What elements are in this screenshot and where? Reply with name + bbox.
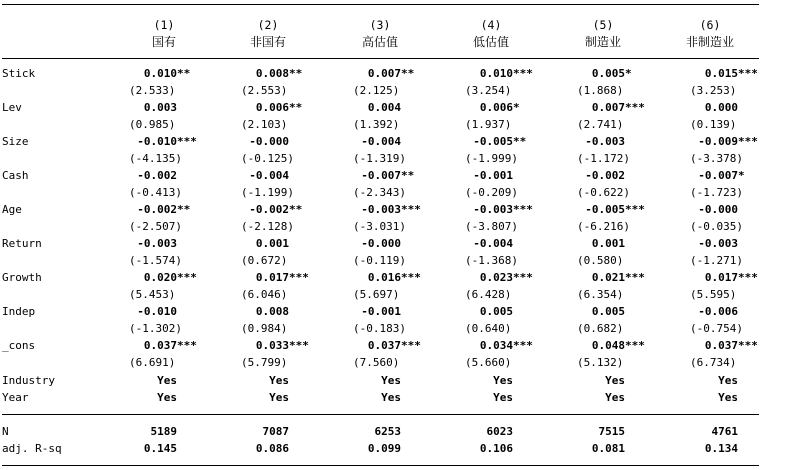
fixed-effect-cell: Yes xyxy=(381,374,401,387)
fixed-effect-cell: Yes xyxy=(269,391,289,404)
significance-stars: ** xyxy=(289,101,303,114)
column-header: 制造业 xyxy=(584,35,621,49)
coefficient-cell: -0.006 xyxy=(698,305,738,318)
t-stat-cell: (-0.413) xyxy=(129,186,182,199)
significance-stars: * xyxy=(625,67,632,80)
t-stat-cell: (3.254) xyxy=(465,84,512,97)
t-stat-cell: (-1.368) xyxy=(465,254,518,267)
significance-stars: *** xyxy=(289,271,309,284)
t-stat-cell: (-1.271) xyxy=(690,254,743,267)
fixed-effect-cell: Yes xyxy=(157,391,177,404)
fixed-effect-cell: Yes xyxy=(493,391,513,404)
coefficient-cell: 0.017 xyxy=(704,271,738,284)
significance-stars: *** xyxy=(513,339,533,352)
stat-cell: 4761 xyxy=(711,425,738,438)
t-stat-cell: (-6.216) xyxy=(577,220,630,233)
t-stat-cell: (-1.302) xyxy=(129,322,182,335)
coefficient-cell: 0.048 xyxy=(591,339,625,352)
coefficient-cell: 0.005 xyxy=(591,305,625,318)
coefficient-cell: -0.002 xyxy=(137,169,177,182)
t-stat-cell: (2.741) xyxy=(577,118,624,131)
coefficient-cell: 0.034 xyxy=(479,339,513,352)
coefficient-cell: -0.010 xyxy=(137,305,177,318)
column-number: (3) xyxy=(369,18,391,32)
column-number: (6) xyxy=(699,18,721,32)
t-stat-cell: (5.132) xyxy=(577,356,624,369)
variable-label: Stick xyxy=(2,67,36,80)
coefficient-cell: -0.010 xyxy=(137,135,177,148)
significance-stars: *** xyxy=(513,67,533,80)
significance-stars: *** xyxy=(289,339,309,352)
stat-cell: 0.086 xyxy=(255,442,289,455)
fixed-effect-cell: Yes xyxy=(718,391,738,404)
significance-stars: *** xyxy=(625,101,645,114)
t-stat-cell: (-1.319) xyxy=(353,152,406,165)
column-header: 国有 xyxy=(151,35,176,49)
t-stat-cell: (6.734) xyxy=(690,356,737,369)
fixed-effect-cell: Yes xyxy=(157,374,177,387)
column-number: (5) xyxy=(592,18,614,32)
significance-stars: *** xyxy=(625,203,645,216)
t-stat-cell: (-0.119) xyxy=(353,254,406,267)
t-stat-cell: (-0.622) xyxy=(577,186,630,199)
coefficient-cell: 0.003 xyxy=(143,101,177,114)
coefficient-cell: 0.017 xyxy=(255,271,289,284)
coefficient-cell: -0.005 xyxy=(473,135,513,148)
t-stat-cell: (5.660) xyxy=(465,356,512,369)
t-stat-cell: (1.392) xyxy=(353,118,400,131)
stat-cell: 0.134 xyxy=(704,442,738,455)
coefficient-cell: -0.004 xyxy=(249,169,289,182)
variable-label: Lev xyxy=(2,101,22,114)
column-header: 非国有 xyxy=(249,35,286,49)
significance-stars: *** xyxy=(401,339,421,352)
stat-label: adj. R-sq xyxy=(2,442,62,455)
coefficient-cell: 0.006 xyxy=(255,101,289,114)
coefficient-cell: 0.007 xyxy=(367,67,401,80)
header-rule xyxy=(2,58,759,59)
coefficient-cell: -0.003 xyxy=(698,237,738,250)
significance-stars: *** xyxy=(401,203,421,216)
t-stat-cell: (-4.135) xyxy=(129,152,182,165)
t-stat-cell: (0.672) xyxy=(241,254,288,267)
significance-stars: ** xyxy=(177,67,191,80)
t-stat-cell: (-0.183) xyxy=(353,322,406,335)
significance-stars: *** xyxy=(738,67,758,80)
stat-cell: 7087 xyxy=(262,425,289,438)
t-stat-cell: (2.125) xyxy=(353,84,400,97)
coefficient-cell: 0.006 xyxy=(479,101,513,114)
t-stat-cell: (-0.125) xyxy=(241,152,294,165)
bottom-rule xyxy=(2,465,759,466)
coefficient-cell: -0.003 xyxy=(585,135,625,148)
t-stat-cell: (-2.128) xyxy=(241,220,294,233)
t-stat-cell: (2.103) xyxy=(241,118,288,131)
stat-cell: 5189 xyxy=(150,425,177,438)
variable-label: Return xyxy=(2,237,42,250)
coefficient-cell: -0.002 xyxy=(585,169,625,182)
coefficient-cell: -0.004 xyxy=(473,237,513,250)
t-stat-cell: (5.453) xyxy=(129,288,176,301)
coefficient-cell: -0.004 xyxy=(361,135,401,148)
coefficient-cell: -0.002 xyxy=(137,203,177,216)
significance-stars: *** xyxy=(738,271,758,284)
top-rule xyxy=(2,4,759,5)
t-stat-cell: (0.985) xyxy=(129,118,176,131)
coefficient-cell: 0.000 xyxy=(704,101,738,114)
t-stat-cell: (0.682) xyxy=(577,322,624,335)
t-stat-cell: (0.640) xyxy=(465,322,512,335)
coefficient-cell: -0.007 xyxy=(698,169,738,182)
t-stat-cell: (7.560) xyxy=(353,356,400,369)
stat-cell: 7515 xyxy=(598,425,625,438)
column-header: 高估值 xyxy=(361,35,398,49)
stat-cell: 0.099 xyxy=(367,442,401,455)
coefficient-cell: 0.037 xyxy=(704,339,738,352)
fixed-effect-label: Year xyxy=(2,391,29,404)
variable-label: Growth xyxy=(2,271,42,284)
coefficient-cell: 0.023 xyxy=(479,271,513,284)
coefficient-cell: 0.001 xyxy=(591,237,625,250)
coefficient-cell: -0.003 xyxy=(137,237,177,250)
coefficient-cell: 0.008 xyxy=(255,305,289,318)
fixed-effect-cell: Yes xyxy=(605,391,625,404)
t-stat-cell: (-3.378) xyxy=(690,152,743,165)
coefficient-cell: 0.005 xyxy=(591,67,625,80)
coefficient-cell: 0.033 xyxy=(255,339,289,352)
coefficient-cell: -0.000 xyxy=(361,237,401,250)
t-stat-cell: (2.553) xyxy=(241,84,288,97)
fixed-effect-cell: Yes xyxy=(493,374,513,387)
significance-stars: *** xyxy=(738,339,758,352)
t-stat-cell: (6.354) xyxy=(577,288,624,301)
stat-cell: 0.145 xyxy=(143,442,177,455)
fixed-effect-label: Industry xyxy=(2,374,55,387)
significance-stars: ** xyxy=(401,169,415,182)
t-stat-cell: (0.580) xyxy=(577,254,624,267)
coefficient-cell: 0.021 xyxy=(591,271,625,284)
t-stat-cell: (5.697) xyxy=(353,288,400,301)
variable-label: Age xyxy=(2,203,22,216)
coefficient-cell: -0.003 xyxy=(473,203,513,216)
t-stat-cell: (-0.754) xyxy=(690,322,743,335)
coefficient-cell: 0.037 xyxy=(367,339,401,352)
t-stat-cell: (6.691) xyxy=(129,356,176,369)
coefficient-cell: 0.005 xyxy=(479,305,513,318)
column-number: (4) xyxy=(480,18,502,32)
coefficient-cell: 0.010 xyxy=(143,67,177,80)
significance-stars: * xyxy=(513,101,520,114)
significance-stars: *** xyxy=(177,339,197,352)
coefficient-cell: -0.002 xyxy=(249,203,289,216)
t-stat-cell: (0.984) xyxy=(241,322,288,335)
t-stat-cell: (5.799) xyxy=(241,356,288,369)
fixed-effect-cell: Yes xyxy=(605,374,625,387)
variable-label: _cons xyxy=(2,339,36,352)
coefficient-cell: 0.008 xyxy=(255,67,289,80)
coefficient-cell: -0.000 xyxy=(698,203,738,216)
t-stat-cell: (-1.999) xyxy=(465,152,518,165)
stat-cell: 0.106 xyxy=(479,442,513,455)
coefficient-cell: -0.009 xyxy=(698,135,738,148)
coefficient-cell: 0.016 xyxy=(367,271,401,284)
stat-cell: 0.081 xyxy=(591,442,625,455)
significance-stars: *** xyxy=(513,203,533,216)
t-stat-cell: (3.253) xyxy=(690,84,737,97)
coefficient-cell: 0.015 xyxy=(704,67,738,80)
coefficient-cell: 0.037 xyxy=(143,339,177,352)
variable-label: Indep xyxy=(2,305,36,318)
stat-cell: 6253 xyxy=(374,425,401,438)
stat-label: N xyxy=(2,425,9,438)
t-stat-cell: (-3.807) xyxy=(465,220,518,233)
significance-stars: * xyxy=(738,169,745,182)
t-stat-cell: (-1.199) xyxy=(241,186,294,199)
coefficient-cell: 0.020 xyxy=(143,271,177,284)
t-stat-cell: (-3.031) xyxy=(353,220,406,233)
variable-label: Cash xyxy=(2,169,29,182)
column-header: 低估值 xyxy=(472,35,509,49)
significance-stars: *** xyxy=(401,271,421,284)
t-stat-cell: (1.868) xyxy=(577,84,624,97)
t-stat-cell: (6.428) xyxy=(465,288,512,301)
t-stat-cell: (5.595) xyxy=(690,288,737,301)
stats-separator-rule xyxy=(2,414,759,415)
coefficient-cell: 0.007 xyxy=(591,101,625,114)
t-stat-cell: (-1.574) xyxy=(129,254,182,267)
significance-stars: *** xyxy=(738,135,758,148)
t-stat-cell: (0.139) xyxy=(690,118,737,131)
fixed-effect-cell: Yes xyxy=(381,391,401,404)
t-stat-cell: (1.937) xyxy=(465,118,512,131)
coefficient-cell: -0.007 xyxy=(361,169,401,182)
t-stat-cell: (-2.507) xyxy=(129,220,182,233)
coefficient-cell: -0.001 xyxy=(473,169,513,182)
coefficient-cell: 0.001 xyxy=(255,237,289,250)
coefficient-cell: 0.004 xyxy=(367,101,401,114)
t-stat-cell: (-2.343) xyxy=(353,186,406,199)
variable-label: Size xyxy=(2,135,29,148)
t-stat-cell: (-0.209) xyxy=(465,186,518,199)
coefficient-cell: 0.010 xyxy=(479,67,513,80)
significance-stars: ** xyxy=(513,135,527,148)
t-stat-cell: (-0.035) xyxy=(690,220,743,233)
significance-stars: ** xyxy=(401,67,415,80)
coefficient-cell: -0.005 xyxy=(585,203,625,216)
fixed-effect-cell: Yes xyxy=(269,374,289,387)
column-header: 非制造业 xyxy=(685,35,734,49)
t-stat-cell: (-1.172) xyxy=(577,152,630,165)
t-stat-cell: (6.046) xyxy=(241,288,288,301)
coefficient-cell: -0.000 xyxy=(249,135,289,148)
significance-stars: *** xyxy=(625,271,645,284)
significance-stars: ** xyxy=(177,203,191,216)
t-stat-cell: (-1.723) xyxy=(690,186,743,199)
fixed-effect-cell: Yes xyxy=(718,374,738,387)
column-number: (1) xyxy=(153,18,175,32)
significance-stars: *** xyxy=(177,271,197,284)
significance-stars: *** xyxy=(177,135,197,148)
significance-stars: *** xyxy=(625,339,645,352)
column-number: (2) xyxy=(257,18,279,32)
coefficient-cell: -0.001 xyxy=(361,305,401,318)
significance-stars: *** xyxy=(513,271,533,284)
coefficient-cell: -0.003 xyxy=(361,203,401,216)
significance-stars: ** xyxy=(289,67,303,80)
t-stat-cell: (2.533) xyxy=(129,84,176,97)
significance-stars: ** xyxy=(289,203,303,216)
stat-cell: 6023 xyxy=(486,425,513,438)
